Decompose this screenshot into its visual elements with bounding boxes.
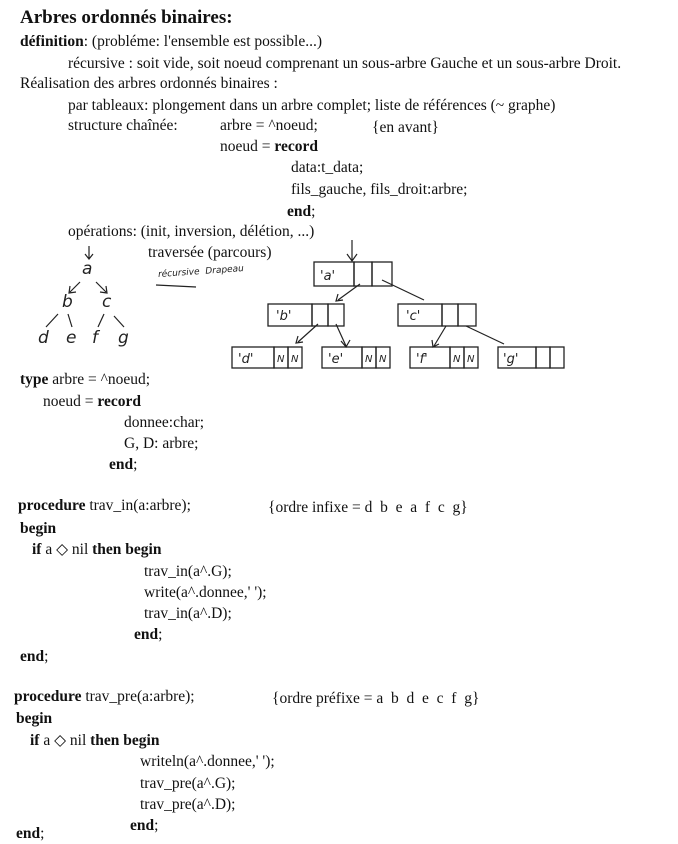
realisation-heading: Réalisation des arbres ordonnés binaires : xyxy=(20,75,278,92)
type-keyword: type xyxy=(20,371,49,388)
proc-pre-stmt-3: trav_pre(a^.D); xyxy=(140,796,236,813)
cell-e-left-nil: N xyxy=(365,354,373,365)
tree-node-g: g xyxy=(118,328,129,348)
node-box-a xyxy=(314,262,392,286)
cell-d: 'd' xyxy=(238,352,254,367)
end-keyword: end xyxy=(287,203,312,220)
operations-line: opérations: (init, inversion, délétion, ...) xyxy=(68,223,315,240)
proc-in-stmt-3: trav_in(a^.D); xyxy=(144,605,232,622)
cell-a: 'a' xyxy=(320,269,336,284)
proc-pre-stmt-2: trav_pre(a^.G); xyxy=(140,775,236,792)
tree-node-c: c xyxy=(102,292,112,312)
definition-text: : (probléme: l'ensemble est possible...) xyxy=(83,33,322,50)
type-noeud-line xyxy=(43,394,141,410)
proc-pre-comment: {ordre préfixe = a b d e c f g} xyxy=(272,690,480,707)
realisation-tableaux: par tableaux: plongement dans un arbre complet; liste de références (~ graphe) xyxy=(68,97,556,114)
proc-in-comment: {ordre infixe = d b e a f c g} xyxy=(268,499,468,516)
handwritten-note: récursive Drapeau xyxy=(157,264,245,280)
proc-pre-inner-end-semicolon: ; xyxy=(154,817,159,834)
proc-pre-outer-end-semicolon: ; xyxy=(40,825,45,842)
proc-in-inner-end xyxy=(134,627,162,643)
type-field-gd: G, D: arbre; xyxy=(124,435,199,452)
tree-node-b: b xyxy=(62,292,73,312)
type-line1: arbre = ^noeud; xyxy=(48,371,151,388)
node-box-e xyxy=(322,347,390,368)
tree-node-d: d xyxy=(38,328,49,348)
chainee-declaration: arbre = ^noeud; xyxy=(220,117,318,134)
tree-node-f: f xyxy=(92,328,98,348)
cell-b: 'b' xyxy=(276,309,292,324)
proc-pre-if-line xyxy=(30,733,159,749)
type-end xyxy=(109,457,137,473)
cell-f-right-nil: N xyxy=(467,354,475,365)
proc-in-then-begin: then begin xyxy=(92,541,162,558)
cell-d-right-nil: N xyxy=(291,354,299,365)
proc-pre-condition: a ◇ nil xyxy=(39,732,91,749)
arrow-a-c xyxy=(382,280,424,300)
node-box-d xyxy=(232,347,302,368)
arrow-c-g xyxy=(466,326,504,344)
proc-in-keyword: procedure xyxy=(18,497,86,514)
proc-in-outer-end xyxy=(20,649,48,665)
proc-pre-then-begin: then begin xyxy=(90,732,160,749)
proc-in-begin: begin xyxy=(20,520,57,537)
proc-pre-outer-end-keyword: end xyxy=(16,825,41,842)
type-noeud-prefix: noeud = xyxy=(43,393,98,410)
proc-in-if-line xyxy=(32,542,161,558)
end-semicolon: ; xyxy=(311,203,316,220)
arrow-b-e xyxy=(336,324,350,347)
arrow-b-d xyxy=(296,324,318,343)
proc-in-if-keyword: if xyxy=(32,541,42,558)
structure-chainee-label: structure chaînée: xyxy=(68,117,178,134)
proc-pre-begin: begin xyxy=(16,710,53,727)
proc-in-inner-end-keyword: end xyxy=(134,626,159,643)
proc-in-inner-end-semicolon: ; xyxy=(158,626,163,643)
proc-in-header xyxy=(18,498,191,514)
type-record-keyword: record xyxy=(97,393,141,410)
type-end-semicolon: ; xyxy=(133,456,138,473)
chainee-field-fils: fils_gauche, fils_droit:arbre; xyxy=(291,181,468,198)
tree-arrows xyxy=(46,246,196,327)
proc-pre-keyword: procedure xyxy=(14,688,82,705)
proc-in-outer-end-keyword: end xyxy=(20,648,45,665)
proc-pre-stmt-1: writeln(a^.donnee,' '); xyxy=(140,753,275,770)
page-title: Arbres ordonnés binaires: xyxy=(20,7,233,28)
node-box-f xyxy=(410,347,478,368)
cell-f-left-nil: N xyxy=(453,354,461,365)
proc-pre-inner-end-keyword: end xyxy=(130,817,155,834)
proc-in-stmt-2: write(a^.donnee,' '); xyxy=(144,584,267,601)
tree-node-a: a xyxy=(82,259,93,279)
proc-pre-header xyxy=(14,689,195,705)
node-box-c xyxy=(398,304,476,326)
cell-g: 'g' xyxy=(503,352,519,367)
chainee-comment: {en avant} xyxy=(372,119,439,136)
chainee-field-data: data:t_data; xyxy=(291,159,364,176)
cell-d-left-nil: N xyxy=(277,354,285,365)
node-box-b xyxy=(268,304,344,326)
proc-pre-if-keyword: if xyxy=(30,732,40,749)
proc-in-stmt-1: trav_in(a^.G); xyxy=(144,563,232,580)
proc-pre-signature: trav_pre(a:arbre); xyxy=(81,688,195,705)
traversee-line: traversée (parcours) xyxy=(148,244,272,261)
cell-c: 'c' xyxy=(406,309,421,324)
proc-pre-outer-end xyxy=(16,826,44,842)
proc-pre-inner-end xyxy=(130,818,158,834)
recursive-definition: récursive : soit vide, soit noeud comprenant un sous-arbre Gauche et un sous-arbre Droit. xyxy=(68,55,622,72)
cell-e: 'e' xyxy=(328,352,344,367)
noeud-prefix: noeud = xyxy=(220,138,275,155)
node-box-g xyxy=(498,347,564,368)
type-end-keyword: end xyxy=(109,456,134,473)
cell-e-right-nil: N xyxy=(379,354,387,365)
arrow-c-f xyxy=(432,326,446,347)
type-field-donnee: donnee:char; xyxy=(124,414,205,431)
proc-in-condition: a ◇ nil xyxy=(41,541,93,558)
root-arrow xyxy=(347,240,357,261)
proc-in-signature: trav_in(a:arbre); xyxy=(85,497,191,514)
type-declaration xyxy=(20,372,150,388)
cell-f: 'f' xyxy=(416,352,428,367)
tree-node-e: e xyxy=(66,328,77,348)
proc-in-outer-end-semicolon: ; xyxy=(44,648,49,665)
record-keyword: record xyxy=(274,138,318,155)
definition-label: définition xyxy=(20,33,84,50)
